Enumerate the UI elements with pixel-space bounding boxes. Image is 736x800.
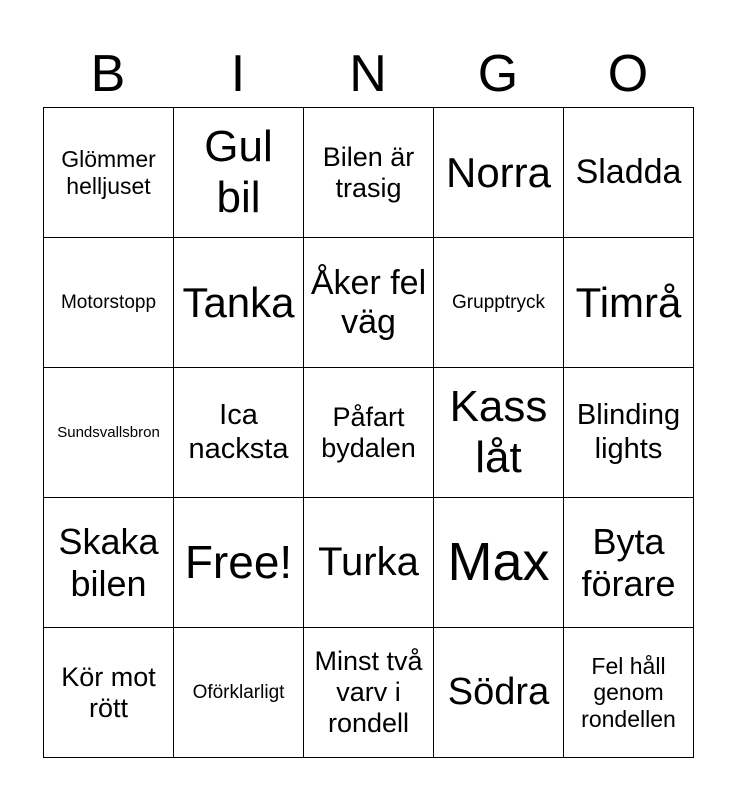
bingo-cell[interactable] [44, 628, 174, 758]
bingo-cell[interactable] [304, 108, 434, 238]
bingo-cell-text: Kass låt [449, 382, 548, 482]
bingo-cell-text: Timrå [575, 278, 682, 326]
bingo-cell[interactable] [44, 238, 174, 368]
bingo-cell-text: Turka [318, 539, 419, 584]
header-letter-i: I [230, 45, 246, 103]
bingo-cell-text: Kör mot rött [61, 661, 156, 723]
bingo-cell[interactable] [44, 498, 174, 628]
bingo-cell[interactable] [44, 368, 174, 498]
bingo-cell[interactable] [434, 498, 564, 628]
bingo-cell-text: Free! [184, 536, 293, 589]
bingo-cell-text: Ica nacksta [188, 399, 289, 465]
bingo-cell-text: Åker fel väg [310, 263, 427, 341]
bingo-cell[interactable] [174, 108, 304, 238]
bingo-cell[interactable] [434, 368, 564, 498]
bingo-cell-text: Sundsvallsbron [57, 423, 160, 441]
bingo-cell-text: Bilen är trasig [322, 141, 415, 203]
bingo-cell[interactable] [434, 108, 564, 238]
bingo-header [43, 40, 693, 108]
bingo-cell[interactable] [174, 238, 304, 368]
bingo-cell[interactable] [304, 368, 434, 498]
bingo-cell[interactable] [304, 238, 434, 368]
bingo-cell-text: Grupptryck [452, 291, 545, 313]
bingo-cell-text: Påfart bydalen [321, 401, 416, 463]
bingo-cell[interactable] [434, 628, 564, 758]
bingo-cell[interactable] [434, 238, 564, 368]
bingo-cell-text: Byta förare [581, 521, 676, 604]
bingo-cell[interactable] [174, 498, 304, 628]
bingo-cell-text: Oförklarligt [192, 681, 285, 703]
bingo-cell[interactable] [564, 498, 694, 628]
header-letter-b: B [90, 45, 126, 103]
bingo-cell-text: Max [447, 531, 550, 592]
header-letter-g: G [477, 45, 519, 103]
bingo-cell-text: Sladda [575, 153, 682, 192]
bingo-cell-text: Skaka bilen [58, 521, 159, 604]
bingo-cell-text: Motorstopp [60, 291, 157, 313]
bingo-cell[interactable] [304, 498, 434, 628]
bingo-cell[interactable] [564, 238, 694, 368]
bingo-cell-text: Blinding lights [576, 399, 681, 465]
bingo-cell-text: Norra [445, 148, 552, 196]
bingo-cell-text: Gul bil [204, 122, 273, 222]
bingo-cell[interactable] [564, 628, 694, 758]
bingo-cell-text: Glömmer helljuset [61, 146, 156, 199]
bingo-cell-text: Fel håll genom rondellen [581, 653, 676, 732]
bingo-cell[interactable] [564, 108, 694, 238]
bingo-cell[interactable] [174, 368, 304, 498]
bingo-board [43, 107, 694, 758]
bingo-cell[interactable] [564, 368, 694, 498]
header-letter-o: O [607, 45, 649, 103]
bingo-cell-text: Tanka [182, 278, 295, 326]
bingo-cell[interactable] [304, 628, 434, 758]
header-letter-n: N [349, 45, 387, 103]
bingo-cell-text: Minst två varv i rondell [314, 646, 423, 738]
bingo-cell[interactable] [44, 108, 174, 238]
bingo-cell[interactable] [174, 628, 304, 758]
bingo-cell-text: Södra [447, 670, 550, 713]
